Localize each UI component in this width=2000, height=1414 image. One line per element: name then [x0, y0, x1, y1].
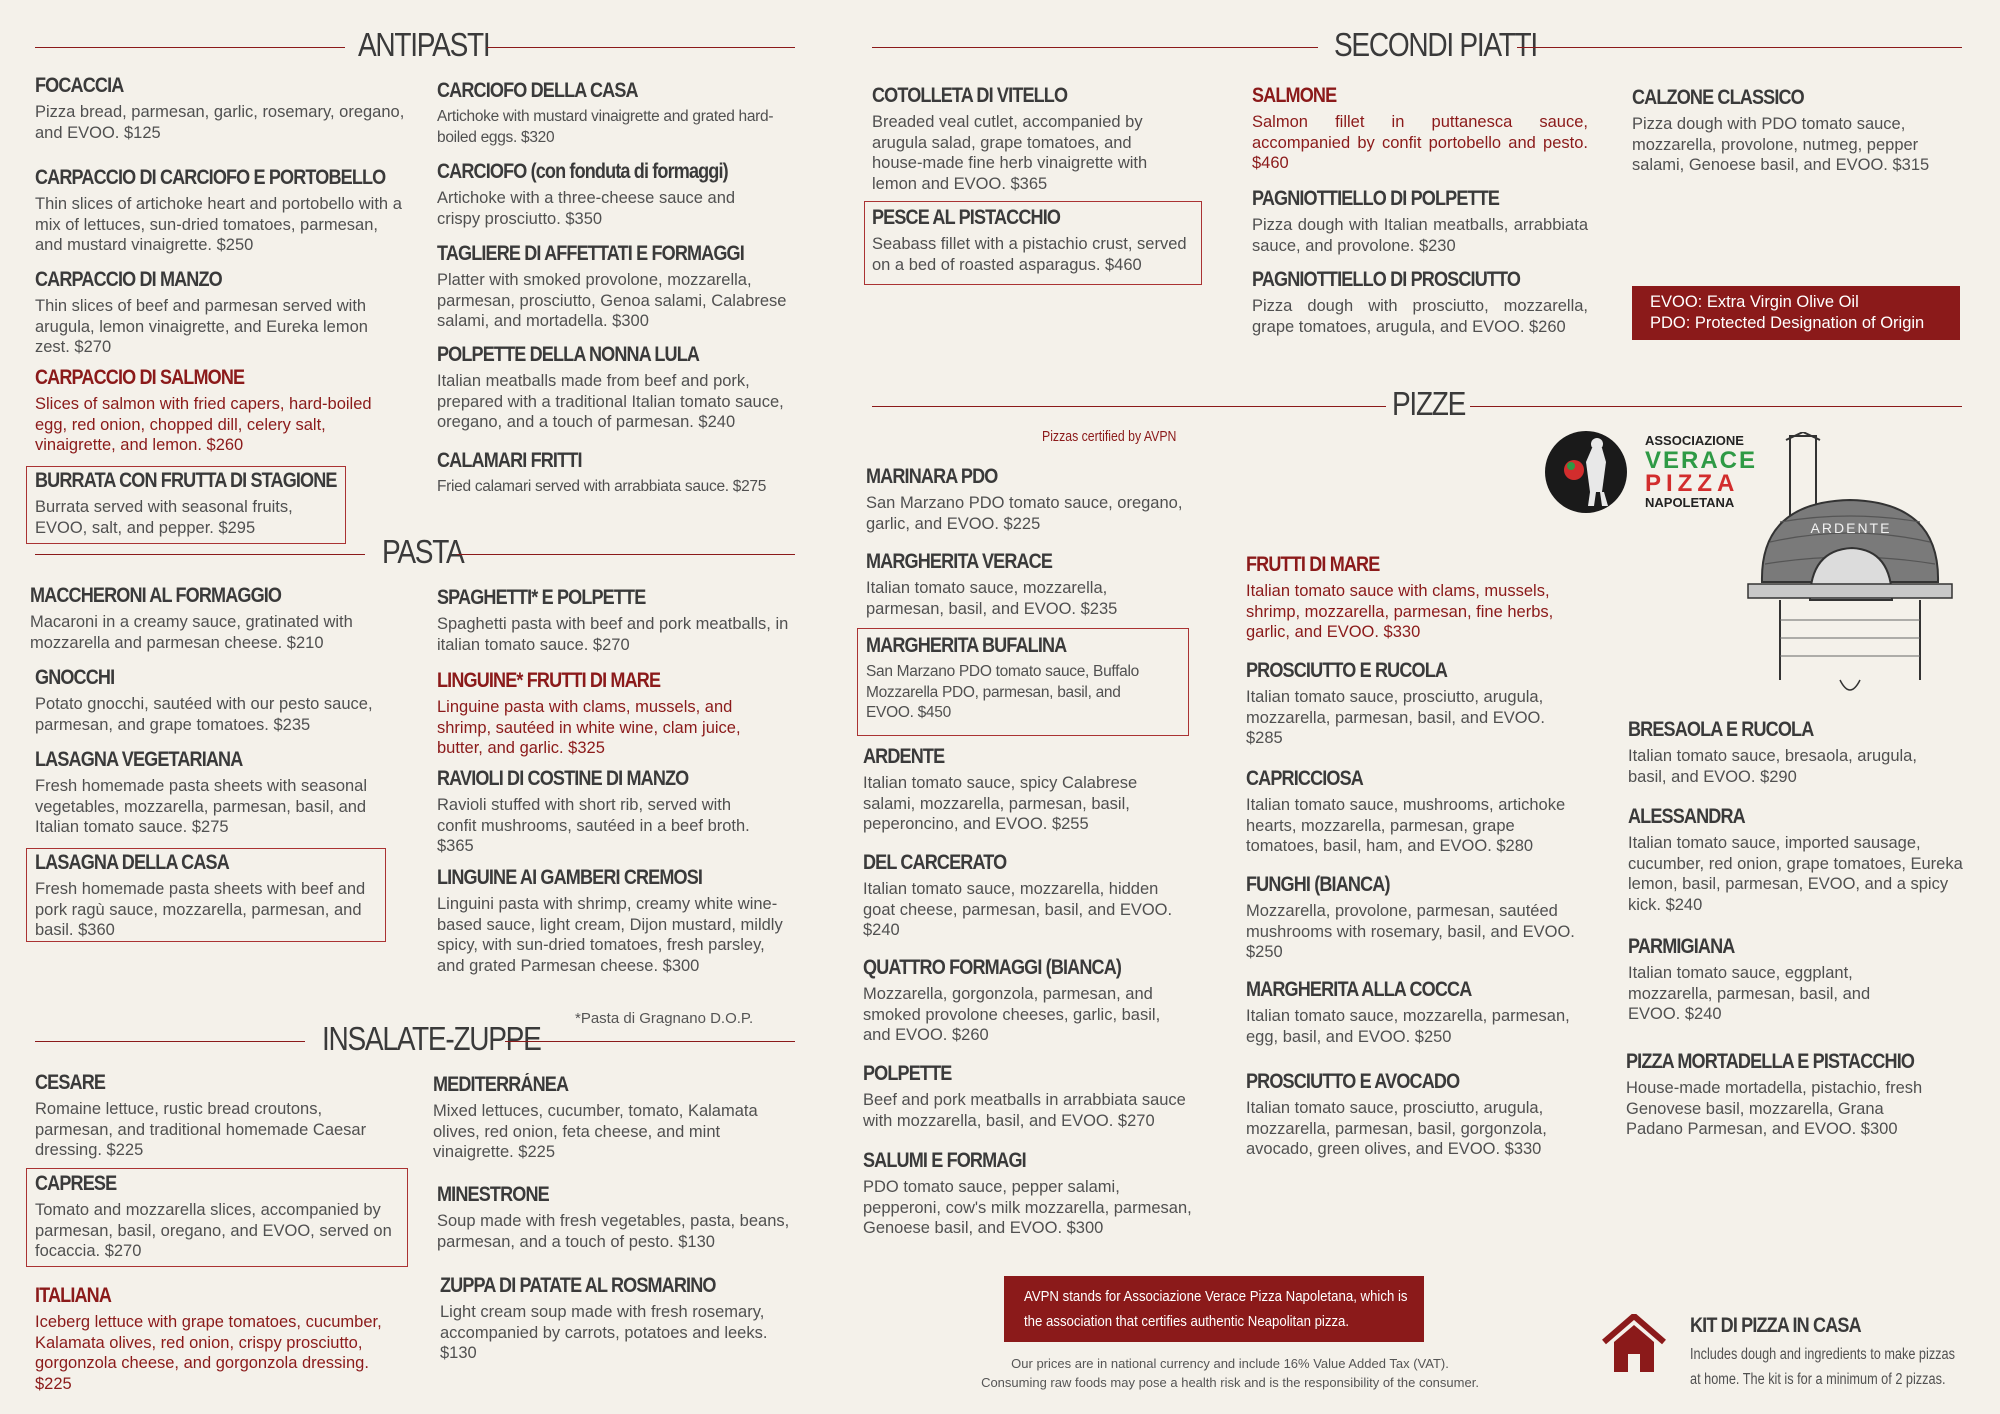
menu-item-mortadella-pistacchio: PIZZA MORTADELLA E PISTACCHIO House-made mortadella, pistachio, fresh Genovese basil, mozzarella, Grana Padano Parmesan, and EVOO. $300 [1626, 1050, 1923, 1138]
pizzas-certified-label: Pizzas certified by AVPN [1042, 428, 1177, 445]
avpn-note-line: the association that certifies authentic Neapolitan pizza. [1024, 1313, 1350, 1330]
kit-pizza-casa: KIT DI PIZZA IN CASA Includes dough and ingredients to make pizzas at home. The kit is for a minimum of 2 pizzas. [1690, 1314, 1955, 1388]
logo-associazione: ASSOCIAZIONE [1645, 433, 1744, 448]
menu-item-carpaccio-carciofo: CARPACCIO DI CARCIOFO E PORTOBELLO Thin slices of artichoke heart and portobello with a mix of lettuces, sun-dried tomatoes, parmesan, and mustard vinaigrette. $250 [35, 166, 402, 254]
menu-item-del-carcerato: DEL CARCERATO Italian tomato sauce, mozzarella, hidden goat cheese, parmesan, basil, and EVOO. $240 [863, 851, 1173, 939]
menu-item-calamari: CALAMARI FRITTI Fried calamari served with arrabbiata sauce. $275 [437, 449, 767, 495]
menu-item-frutti-di-mare: FRUTTI DI MARE Italian tomato sauce with clams, mussels, shrimp, mozzarella, parmesan, fine herbs, garlic, and EVOO. $330 [1246, 553, 1554, 641]
menu-item-polpette: POLPETTE Beef and pork meatballs in arrabbiata sauce with mozzarella, basil, and EVOO. $270 [863, 1062, 1186, 1130]
menu-item-burrata: BURRATA CON FRUTTA DI STAGIONE Burrata served with seasonal fruits, EVOO, salt, and pepper. $295 [35, 469, 337, 537]
menu-item-gnocchi: GNOCCHI Potato gnocchi, sautéed with our pesto sauce, parmesan, and grape tomatoes. $235 [35, 666, 373, 734]
menu-item-pagniottiello-polpette: PAGNIOTTIELLO DI POLPETTE Pizza dough with Italian meatballs, arrabbiata sauce, and provolone. $230 [1252, 187, 1588, 255]
menu-item-ravioli: RAVIOLI DI COSTINE DI MANZO Ravioli stuffed with short rib, served with confit mushrooms, sautéed in a beef broth. $365 [437, 767, 750, 855]
glossary-pdo: PDO: Protected Designation of Origin [1650, 314, 1925, 332]
menu-item-margherita-cocca: MARGHERITA ALLA COCCA Italian tomato sauce, mozzarella, parmesan, egg, basil, and EVOO. $250 [1246, 978, 1570, 1046]
menu-item-mediterranea: MEDITERRÁNEA Mixed lettuces, cucumber, tomato, Kalamata olives, red onion, feta cheese, and mint vinaigrette. $225 [433, 1073, 758, 1161]
menu-item-bresaola-rucola: BRESAOLA E RUCOLA Italian tomato sauce, bresaola, arugula, basil, and EVOO. $290 [1628, 718, 1917, 786]
glossary-box [1632, 286, 1960, 340]
menu-item-prosciutto-rucola: PROSCIUTTO E RUCOLA Italian tomato sauce, prosciutto, arugula, mozzarella, parmesan, basil, and EVOO. $285 [1246, 659, 1545, 747]
menu-item-zuppa-patate: ZUPPA DI PATATE AL ROSMARINO Light cream soup made with fresh rosemary, accompanied by carrots, potatoes and leeks. $130 [440, 1274, 768, 1362]
menu-item-pagniottiello-prosciutto: PAGNIOTTIELLO DI PROSCIUTTO Pizza dough with prosciutto, mozzarella, grape tomatoes, arugula, and EVOO. $260 [1252, 268, 1588, 336]
menu-item-cotoletta: COTOLLETA DI VITELLO Breaded veal cutlet, accompanied by arugula salad, grape tomatoes, and house-made fine herb vinaigrette with lemon and EVOO. $365 [872, 84, 1148, 193]
menu-item-carpaccio-salmone: CARPACCIO DI SALMONE Slices of salmon with fried capers, hard-boiled egg, red onion, chopped dill, celery salt, vinaigrette, and lemon. $260 [35, 366, 372, 454]
menu-item-caprese: CAPRESE Tomato and mozzarella slices, accompanied by parmesan, basil, oregano, and EVOO, served on focaccia. $270 [35, 1172, 392, 1260]
menu-item-alessandra: ALESSANDRA Italian tomato sauce, imported sausage, cucumber, red onion, grape tomatoes, Eureka lemon, basil, parmesan, EVOO, and a spicy kick. $240 [1628, 805, 1963, 914]
menu-item-focaccia: FOCACCIA Pizza bread, parmesan, garlic, rosemary, oregano, and EVOO. $125 [35, 74, 405, 142]
avpn-note-line: AVPN stands for Associazione Verace Pizza Napoletana, which is [1024, 1288, 1408, 1305]
menu-item-calzone: CALZONE CLASSICO Pizza dough with PDO tomato sauce, mozzarella, provolone, nutmeg, pepper salami, Genoese basil, and EVOO. $315 [1632, 86, 1930, 174]
avpn-note-box [1004, 1276, 1424, 1342]
menu-item-linguine-frutti: LINGUINE* FRUTTI DI MARE Linguine pasta with clams, mussels, and shrimp, sautéed in white wine, clam juice, butter, and garlic. $325 [437, 669, 741, 757]
footer-disclaimer: Our prices are in national currency and include 16% Value Added Tax (VAT). Consuming raw foods may pose a health risk and is the responsibility of the consumer. [981, 1356, 1479, 1390]
menu-item-spaghetti: SPAGHETTI* E POLPETTE Spaghetti pasta with beef and pork meatballs, in italian tomato sauce. $270 [437, 586, 789, 654]
menu-item-prosciutto-avocado: PROSCIUTTO E AVOCADO Italian tomato sauce, prosciutto, arugula, mozzarella, parmesan, basil, gorgonzola, avocado, green olives, and EVOO. $330 [1246, 1070, 1547, 1158]
menu-item-salumi-formagi: SALUMI E FORMAGI PDO tomato sauce, pepper salami, pepperoni, cow's milk mozzarella, parmesan, Genoese basil, and EVOO. $300 [863, 1149, 1192, 1237]
menu-item-pesce-pistacchio: PESCE AL PISTACCHIO Seabass fillet with a pistachio crust, served on a bed of roasted asparagus. $460 [872, 206, 1187, 274]
section-title: INSALATE-ZUPPE [322, 1020, 541, 1057]
menu-item-maccheroni: MACCHERONI AL FORMAGGIO Macaroni in a creamy sauce, gratinated with mozzarella and parmesan cheese. $210 [30, 584, 353, 652]
menu-item-margherita-bufalina: MARGHERITA BUFALINA San Marzano PDO tomato sauce, Buffalo Mozzarella PDO, parmesan, basil, and EVOO. $450 [866, 634, 1139, 721]
menu-item-marinara: MARINARA PDO San Marzano PDO tomato sauce, oregano, garlic, and EVOO. $225 [866, 465, 1183, 533]
section-title: ANTIPASTI [358, 26, 490, 63]
section-secondi-piatti [872, 26, 1962, 66]
menu-item-lasagna-vegetariana: LASAGNA VEGETARIANA Fresh homemade pasta sheets with seasonal vegetables, mozzarella, parmesan, basil, and Italian tomato sauce. $275 [35, 748, 368, 836]
menu-item-carciofo-casa: CARCIOFO DELLA CASA Artichoke with mustard vinaigrette and grated hard-boiled eggs. $320 [437, 79, 774, 146]
section-title: PASTA [382, 533, 464, 570]
menu-item-polpette-nonna: POLPETTE DELLA NONNA LULA Italian meatballs made from beef and pork, prepared with a traditional Italian tomato sauce, oregano, and a touch of parmesan. $240 [437, 343, 784, 431]
menu-item-carciofo-fonduta: CARCIOFO (con fonduta di formaggi) Artichoke with a three-cheese sauce and crispy prosciutto. $350 [437, 160, 736, 228]
pasta-footnote: *Pasta di Gragnano D.O.P. [575, 1010, 754, 1027]
menu-item-ardente: ARDENTE Italian tomato sauce, spicy Calabrese salami, mozzarella, parmesan, basil, peperoncino, and EVOO. $255 [863, 745, 1138, 833]
avpn-emblem [1544, 430, 1628, 514]
menu-item-quattro-formaggi: QUATTRO FORMAGGI (BIANCA) Mozzarella, gorgonzola, parmesan, and smoked provolone cheeses, garlic, basil, and EVOO. $260 [863, 956, 1161, 1044]
section-antipasti [35, 26, 795, 66]
menu-item-salmone: SALMONE Salmon fillet in puttanesca sauce, accompanied by confit portobello and pesto. $460 [1252, 84, 1588, 172]
menu-item-tagliere: TAGLIERE DI AFFETTATI E FORMAGGI Platter with smoked provolone, mozzarella, parmesan, prosciutto, Genoa salami, Calabrese salami, and mortadella. $300 [437, 242, 787, 330]
menu-item-linguine-gamberi: LINGUINE AI GAMBERI CREMOSI Linguini pasta with shrimp, creamy white wine-based sauce, light cream, Dijon mustard, mildly spicy, with sun-dried tomatoes, fresh parsley, and grated Parmesan cheese. $300 [437, 866, 783, 975]
logo-napoletana: NAPOLETANA [1645, 495, 1735, 510]
logo-pizza: PIZZA [1645, 470, 1740, 497]
logo-verace: VERACE [1645, 447, 1758, 474]
menu-item-margherita-verace: MARGHERITA VERACE Italian tomato sauce, mozzarella, parmesan, basil, and EVOO. $235 [866, 550, 1118, 618]
section-pizze [872, 385, 1962, 425]
menu-item-capricciosa: CAPRICCIOSA Italian tomato sauce, mushrooms, artichoke hearts, mozzarella, parmesan, grape tomatoes, basil, ham, and EVOO. $280 [1246, 767, 1566, 855]
menu-item-parmigiana: PARMIGIANA Italian tomato sauce, eggplant, mozzarella, parmesan, basil, and EVOO. $240 [1628, 935, 1871, 1023]
menu-item-cesare: CESARE Romaine lettuce, rustic bread croutons, parmesan, and traditional homemade Caesar dressing. $225 [35, 1071, 367, 1159]
menu-item-funghi: FUNGHI (BIANCA) Mozzarella, provolone, parmesan, sautéed mushrooms with rosemary, basil, and EVOO. $250 [1246, 873, 1575, 961]
menu-item-lasagna-casa: LASAGNA DELLA CASA Fresh homemade pasta sheets with beef and pork ragù sauce, mozzarella, parmesan, and basil. $360 [35, 851, 366, 939]
glossary-evoo: EVOO: Extra Virgin Olive Oil [1650, 293, 1859, 311]
oven-label: ARDENTE [1810, 520, 1892, 536]
pizza-oven-illustration [1740, 432, 1960, 702]
menu-item-italiana: ITALIANA Iceberg lettuce with grape tomatoes, cucumber, Kalamata olives, red onion, crispy prosciutto, gorgonzola cheese, and gorgonzola dressing. $225 [35, 1284, 382, 1393]
section-title: SECONDI PIATTI [1334, 26, 1537, 63]
menu-item-carpaccio-manzo: CARPACCIO DI MANZO Thin slices of beef and parmesan served with arugula, lemon vinaigrette, and Eureka lemon zest. $270 [35, 268, 368, 356]
section-title: PIZZE [1392, 385, 1466, 422]
house-icon [1602, 1314, 1666, 1372]
menu-item-minestrone: MINESTRONE Soup made with fresh vegetables, pasta, beans, parmesan, and a touch of pesto. $130 [437, 1183, 790, 1251]
